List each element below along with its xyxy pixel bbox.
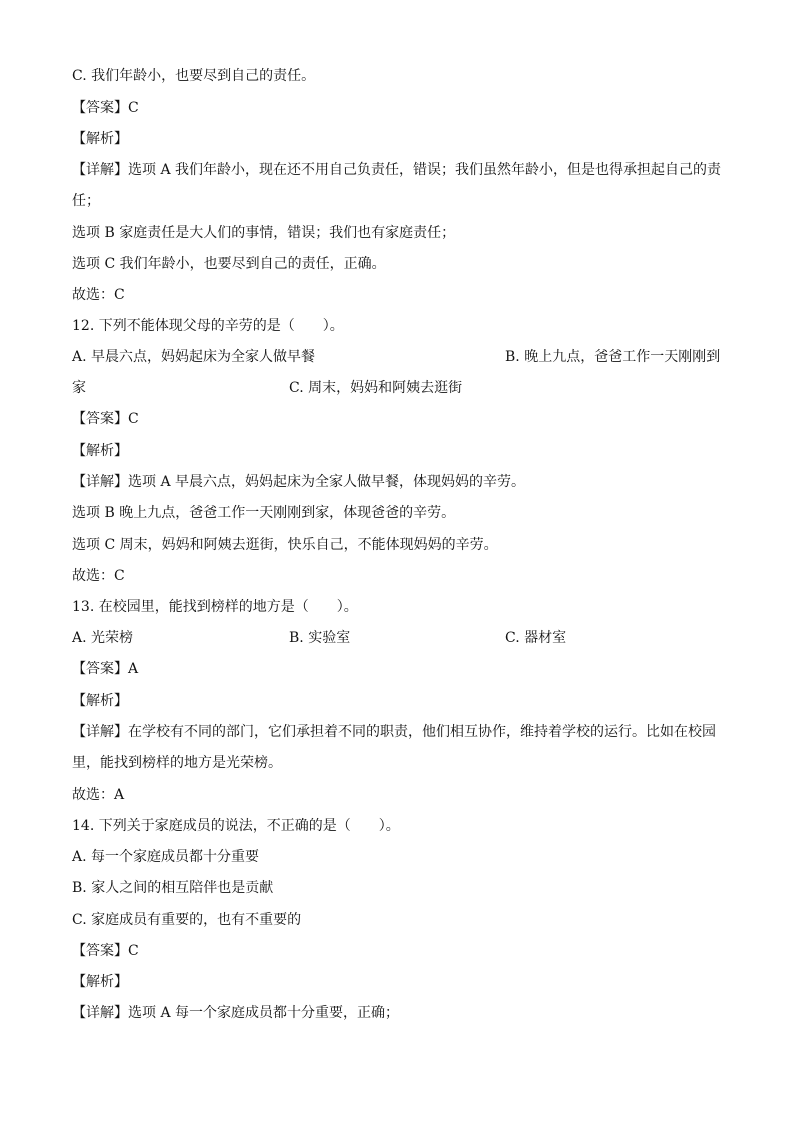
q12-answer: 【答案】C — [72, 411, 139, 427]
q13-detail-line-2: 里，能找到榜样的地方是光荣榜。 — [72, 755, 282, 771]
q13-conclusion: 故选：A — [72, 787, 125, 803]
q11-detail-line-2: 任； — [72, 193, 100, 209]
q12-conclusion: 故选：C — [72, 568, 125, 584]
q12-option-c: C. 周末，妈妈和阿姨去逛街 — [289, 380, 463, 396]
q12-option-b: B. 晚上九点，爸爸工作一天刚刚到 — [505, 349, 721, 365]
q14-stem: 14. 下列关于家庭成员的说法，不正确的是（ ）。 — [72, 818, 400, 834]
q11-conclusion: 故选：C — [72, 287, 125, 303]
q14-answer: 【答案】C — [72, 943, 139, 959]
q13-option-c: C. 器材室 — [505, 630, 567, 646]
q12-detail-line-2: 选项 B 晚上九点，爸爸工作一天刚刚到家，体现爸爸的辛劳。 — [72, 505, 456, 521]
q14-option-a: A. 每一个家庭成员都十分重要 — [72, 849, 260, 865]
q13-option-a: A. 光荣榜 — [72, 630, 134, 646]
q13-analysis-label: 【解析】 — [72, 693, 128, 709]
q14-option-b: B. 家人之间的相互陪伴也是贡献 — [72, 880, 274, 896]
q11-answer: 【答案】C — [72, 100, 139, 116]
q11-analysis-label: 【解析】 — [72, 131, 128, 147]
q12-stem: 12. 下列不能体现父母的辛劳的是（ ）。 — [72, 318, 344, 334]
q13-answer: 【答案】A — [72, 661, 139, 677]
q11-detail-line-4: 选项 C 我们年龄小，也要尽到自己的责任，正确。 — [72, 256, 386, 272]
q14-analysis-label: 【解析】 — [72, 974, 128, 990]
q13-option-b: B. 实验室 — [289, 630, 351, 646]
q13-stem: 13. 在校园里，能找到榜样的地方是（ ）。 — [72, 599, 358, 615]
q11-option-c: C. 我们年龄小，也要尽到自己的责任。 — [72, 68, 316, 84]
q12-analysis-label: 【解析】 — [72, 443, 128, 459]
q12-detail-line-1: 【详解】选项 A 早晨六点，妈妈起床为全家人做早餐，体现妈妈的辛劳。 — [72, 474, 526, 490]
q14-option-c: C. 家庭成员有重要的，也有不重要的 — [72, 912, 302, 928]
q12-option-a: A. 早晨六点，妈妈起床为全家人做早餐 — [72, 349, 316, 365]
q13-detail-line-1: 【详解】在学校有不同的部门，它们承担着不同的职责，他们相互协作，维持着学校的运行。比如在校园 — [72, 724, 716, 740]
q12-option-b-continued: 家 — [72, 380, 86, 396]
q14-detail-line-1: 【详解】选项 A 每一个家庭成员都十分重要，正确； — [72, 1005, 400, 1021]
q12-detail-line-3: 选项 C 周末，妈妈和阿姨去逛街，快乐自己，不能体现妈妈的辛劳。 — [72, 537, 498, 553]
q11-detail-line-1: 【详解】选项 A 我们年龄小，现在还不用自己负责任，错误；我们虽然年龄小，但是也得承担起自己的责 — [72, 162, 722, 178]
q11-detail-line-3: 选项 B 家庭责任是大人们的事情，错误；我们也有家庭责任； — [72, 225, 456, 241]
